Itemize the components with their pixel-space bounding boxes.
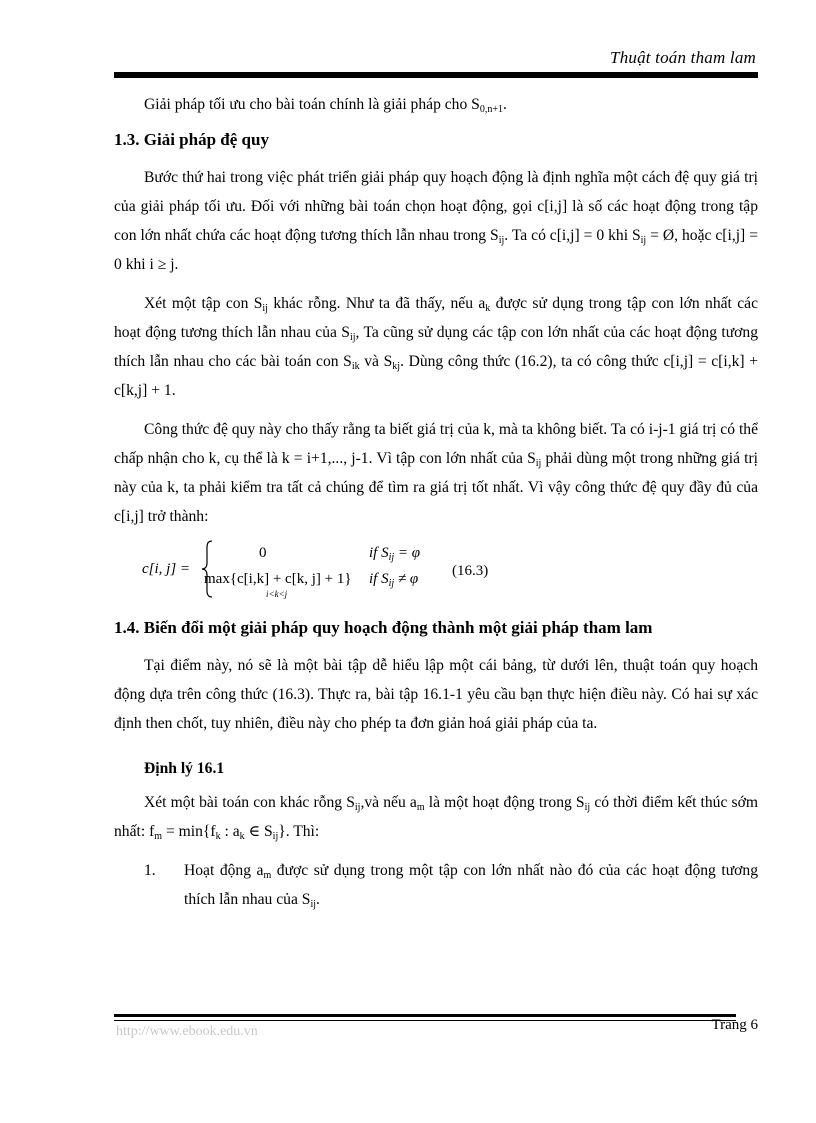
page-number: Trang 6	[711, 1017, 758, 1033]
content	[114, 90, 758, 914]
paragraph-greedy-transform: Tại điểm này, nó sẽ là một bài tập dễ hiểu lập một cái bảng, từ dưới lên, thuật toán quy hoạch động dựa trên công thức (16.3). Thực ra, bài tập 16.1-1 yêu cầu bạn thực hiện điều này. Có hai sự xác định then chốt, tuy nhiên, điều này cho phép ta đơn giản hoá giải pháp của ta.	[114, 657, 758, 732]
formula-case-max: max{c[i,k] + c[k, j] + 1}	[204, 571, 352, 587]
paragraph-theorem: Xét một bài toán con khác rỗng $S_{ij},và$ nếu $a_m$ là một hoạt động trong $S_{ij}$ có thời điểm kết thúc sớm nhất: $f_m = \min\{f_k$ : $a_k$ ∈ $S_{ij}$}. Thì:	[114, 794, 758, 842]
formula-brace	[200, 539, 214, 599]
formula-range: i<k<j	[266, 589, 288, 599]
formula-condition-2: if $S_{ij} \ne \varphi$	[369, 571, 419, 589]
section-heading-1-4: 1.4. Biến đổi một giải pháp quy hoạch động thành một giải pháp tham lam	[114, 618, 653, 637]
formula-condition-1: if $S_{ij} = \varphi$	[369, 545, 421, 563]
header-title: Thuật toán tham lam	[610, 48, 756, 67]
footer-url: http://www.ebook.edu.vn	[116, 1024, 258, 1039]
formula-16-3	[114, 539, 758, 605]
list-item-number: 1.	[144, 862, 156, 879]
formula-number: (16.3)	[452, 563, 489, 579]
paragraph-recursive-definition: Bước thứ hai trong việc phát triển giải pháp quy hoạch động là định nghĩa một cách đệ quy giá trị của giải pháp tối ưu. Đối với những bài toán chọn hoạt động, gọi c[i,j] là số các hoạt động trong tập con lớn nhất chứa các hoạt động tương thích lẫn nhau trong $S_{ij}$. Ta có c[i,j] = 0 khi $S_{ij}$ = Ø, hoặc c[i,j] = 0 khi i ≥ j.	[114, 169, 758, 273]
formula-case-zero: 0	[259, 545, 267, 561]
formula-lhs: c[i, j] =	[142, 561, 191, 577]
section-heading-1-3: 1.3. Giải pháp đệ quy	[114, 130, 269, 149]
header-rule	[114, 72, 758, 78]
list-item	[114, 856, 758, 914]
paragraph-recursive-formula: Công thức đệ quy này cho thấy rằng ta biết giá trị của k, mà ta không biết. Ta có i-j-1 giá trị có thể chấp nhận cho k, cụ thể là k = i+1,..., j-1. Vì tập con lớn nhất của $S_{ij}$ phải dùng một trong những giá trị này của k, ta phải kiểm tra tất cả chúng để tìm ra giá trị tốt nhất. Vì vậy công thức đệ quy đầy đủ của c[i,j] trở thành:	[114, 421, 758, 525]
lead-paragraph: Giải pháp tối ưu cho bài toán chính là giải pháp cho $S_{0,n+1}$.	[144, 96, 507, 115]
footer-rule	[114, 1014, 736, 1017]
theorem-heading: Định lý 16.1	[144, 760, 225, 777]
list-item-text: Hoạt động $a_m$ được sử dụng trong một tập con lớn nhất nào đó của các hoạt động tương thích lẫn nhau của $S_{ij}$.	[184, 862, 758, 910]
paragraph-subset: Xét một tập con $S_{ij}$ khác rỗng. Như ta đã thấy, nếu $a_k$ được sử dụng trong tập con lớn nhất các hoạt động tương thích lẫn nhau của $S_{ij}$, Ta cũng sử dụng các tập con lớn nhất của các hoạt động tương thích lẫn nhau cho các bài toán con $S_{ik}$ và $S_{kj}$. Dùng công thức (16.2), ta có công thức c[i,j] = c[i,k] + c[k,j] + 1.	[114, 295, 758, 399]
footer-rule-thin	[114, 1020, 736, 1021]
